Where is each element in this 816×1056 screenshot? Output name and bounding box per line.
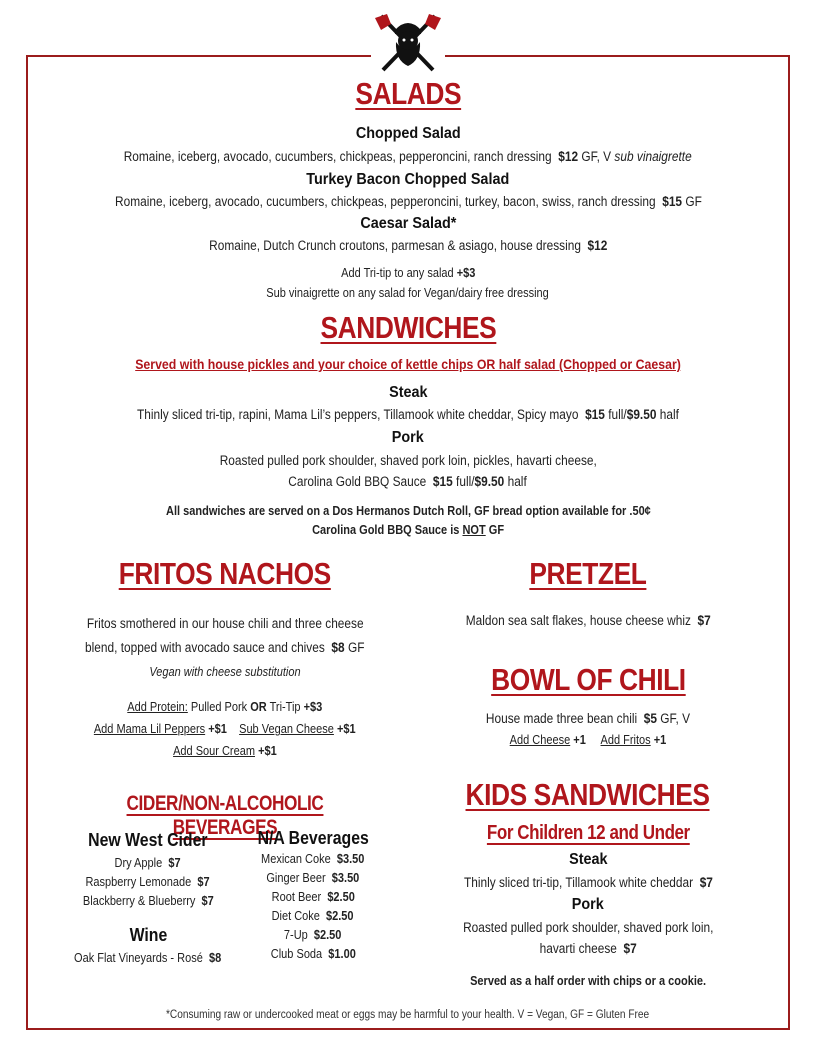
chopped-salad-desc-row — [26, 149, 790, 164]
peppers-price: +$1 — [208, 722, 228, 736]
logo — [371, 12, 445, 74]
chopped-salad-desc-text: Romaine, iceberg, avocado, cucumbers, chickpeas, pepperoncini, ranch dressing — [124, 149, 552, 164]
na-item-name: Ginger Beer — [266, 871, 326, 885]
sandwiches-title: SANDWICHES — [320, 310, 496, 345]
lumberjack-axes-icon — [371, 12, 445, 74]
protein-or: OR — [250, 700, 267, 714]
chili-add-cheese: Add Cheese — [509, 733, 571, 747]
sandwich-note-line1: All sandwiches are served on a Dos Hermanos Dutch Roll, GF bread option available for .50¢ — [165, 504, 651, 518]
steak-sandwich-desc — [137, 407, 679, 422]
pork-desc-row-2 — [26, 474, 790, 489]
turkey-salad-name-row — [26, 171, 790, 189]
nachos-vegan: Vegan with cheese substitution — [149, 665, 301, 679]
bbq-note-a: Carolina Gold BBQ Sauce is — [312, 523, 460, 537]
kids-note: Served as a half order with chips or a cookie. — [470, 974, 706, 988]
nachos-peppers-row — [50, 721, 400, 736]
chopped-salad-desc — [124, 149, 692, 164]
caesar-salad-name: Caesar Salad* — [359, 215, 457, 232]
turkey-salad-desc-row — [26, 194, 790, 209]
kids-title: KIDS SANDWICHES — [466, 777, 710, 812]
wine-item-price: $8 — [209, 951, 222, 965]
pork-full-label: full/ — [456, 474, 476, 489]
kids-pork-name-row — [418, 896, 758, 914]
add-peppers-label: Add Mama Lil Peppers — [94, 722, 206, 736]
turkey-salad-desc — [115, 194, 702, 209]
na-item — [238, 908, 388, 927]
pork-sandwich-name: Pork — [391, 429, 425, 446]
na-item-price: $2.50 — [326, 909, 354, 923]
kids-note-row — [418, 973, 758, 988]
nachos-title: FRITOS NACHOS — [118, 556, 332, 591]
chili-cheese-price: +1 — [573, 733, 586, 747]
pork-desc-line2-text: Carolina Gold BBQ Sauce — [288, 474, 427, 489]
nachos-section — [50, 556, 400, 592]
vegan-price: +$1 — [337, 722, 356, 736]
cider-item-price: $7 — [197, 875, 211, 889]
kids-subtitle-row — [418, 822, 758, 845]
chili-section — [418, 662, 758, 698]
chili-title: BOWL OF CHILI — [490, 662, 686, 697]
wine-list — [58, 950, 238, 969]
chili-addons-row — [418, 732, 758, 747]
nachos-price: $8 — [331, 640, 345, 655]
pork-name-row — [26, 429, 790, 447]
nachos-desc-row-1 — [50, 616, 400, 631]
sandwich-note-row-1 — [26, 503, 790, 518]
pretzel-price: $7 — [697, 613, 711, 628]
na-item-price: $3.50 — [331, 871, 360, 885]
cider-heading: New West Cider — [88, 830, 208, 850]
na-column — [238, 828, 388, 965]
pretzel-desc-row — [418, 613, 758, 628]
salad-addon-row — [26, 265, 790, 280]
pork-desc-line2 — [289, 474, 527, 489]
kids-section — [418, 777, 758, 813]
na-item-name: Root Beer — [271, 890, 321, 904]
na-item — [238, 927, 388, 946]
na-item-price: $2.50 — [327, 890, 355, 904]
sub-vegan-label: Sub Vegan Cheese — [239, 722, 335, 736]
na-item-name: Mexican Coke — [261, 852, 332, 866]
nachos-desc-line2-text: blend, topped with avocado sauce and chives — [85, 640, 326, 655]
kids-steak-name: Steak — [568, 851, 608, 868]
cider-item-name: Dry Apple — [114, 856, 163, 870]
kids-pork-desc-text: havarti cheese — [539, 941, 617, 956]
na-item — [238, 851, 388, 870]
add-sour-label: Add Sour Cream — [173, 744, 256, 758]
pork-desc-row-1 — [26, 453, 790, 468]
na-item — [238, 946, 388, 965]
footnote: *Consuming raw or undercooked meat or eggs may be harmful to your health. V = Vegan, GF = Gluten Free — [166, 1009, 650, 1021]
sandwich-note-row-2 — [26, 522, 790, 537]
pretzel-title: PRETZEL — [529, 556, 647, 591]
nachos-sour-row — [50, 743, 400, 758]
steak-desc-text: Thinly sliced tri-tip, rapini, Mama Lil’s peppers, Tillamook white cheddar, Spicy mayo — [137, 407, 579, 422]
salad-addon — [341, 266, 475, 280]
caesar-salad-price: $12 — [587, 238, 608, 253]
bbq-note-c: GF — [488, 523, 504, 537]
sandwiches-title-row — [26, 310, 790, 346]
cider-list — [58, 855, 238, 912]
salads-title: SALADS — [355, 76, 461, 111]
chili-desc — [486, 711, 690, 726]
chopped-salad-tags: GF, V — [581, 149, 612, 164]
kids-steak-desc — [464, 875, 713, 890]
kids-subtitle: For Children 12 and Under — [486, 822, 690, 844]
kids-pork-name: Pork — [571, 896, 605, 913]
chili-add-fritos: Add Fritos — [600, 733, 651, 747]
chili-fritos-price: +1 — [653, 733, 667, 747]
nachos-peppers — [94, 722, 356, 736]
nachos-desc-row-2 — [50, 640, 400, 655]
cider-item-price: $7 — [168, 856, 182, 870]
steak-name-row — [26, 384, 790, 402]
wine-item — [58, 950, 238, 969]
na-item-price: $3.50 — [337, 852, 365, 866]
salad-addon-text: Add Tri-tip to any salad — [340, 266, 454, 280]
cider-item — [58, 893, 238, 912]
pork-half-price: $9.50 — [475, 474, 505, 489]
na-item-name: Club Soda — [270, 947, 322, 961]
nachos-sour — [173, 744, 277, 758]
chili-desc-row — [418, 711, 758, 726]
na-item — [238, 870, 388, 889]
salad-addon-price: +$3 — [456, 266, 476, 280]
pretzel-desc-text: Maldon sea salt flakes, house cheese whiz — [465, 613, 691, 628]
wine-column — [58, 925, 238, 969]
cider-item-price: $7 — [201, 894, 214, 908]
na-item-name: 7-Up — [284, 928, 309, 942]
nachos-protein-row — [50, 699, 400, 714]
nachos-protein — [127, 700, 322, 714]
nachos-tags: GF — [348, 640, 365, 655]
pork-desc-line1: Roasted pulled pork shoulder, shaved pork loin, pickles, havarti cheese, — [219, 453, 597, 468]
cider-column — [58, 830, 238, 912]
cider-item — [58, 874, 238, 893]
wine-heading: Wine — [129, 925, 167, 945]
cider-item — [58, 855, 238, 874]
na-item — [238, 889, 388, 908]
beverages-title: CIDER/NON-ALCOHOLIC BEVERAGES — [126, 792, 324, 839]
chopped-salad-note: sub vinaigrette — [614, 149, 692, 164]
sandwich-note-line2 — [312, 523, 504, 537]
na-item-name: Diet Coke — [272, 909, 321, 923]
na-list — [238, 851, 388, 965]
steak-full-label: full/ — [608, 407, 627, 422]
sandwiches-subtitle-row — [26, 356, 790, 372]
nachos-desc-line1: Fritos smothered in our house chili and three cheese — [86, 616, 364, 631]
turkey-salad-desc-text: Romaine, iceberg, avocado, cucumbers, chickpeas, pepperoncini, turkey, bacon, swiss, ranch dressing — [114, 194, 656, 209]
kids-pork-desc-row-2 — [418, 941, 758, 956]
wine-item-name: Oak Flat Vineyards - Rosé — [74, 951, 204, 965]
turkey-salad-price: $15 — [661, 194, 682, 209]
caesar-salad-desc-row — [26, 238, 790, 253]
cider-item-name: Raspberry Lemonade — [85, 875, 192, 889]
add-protein-label: Add Protein: — [127, 700, 189, 714]
sour-price: +$1 — [258, 744, 277, 758]
pretzel-desc — [465, 613, 710, 628]
na-item-price: $1.00 — [327, 947, 356, 961]
chopped-salad-name: Chopped Salad — [355, 125, 461, 142]
salads-section — [26, 76, 790, 112]
nachos-vegan-row — [50, 664, 400, 679]
na-heading: N/A Beverages — [257, 828, 369, 848]
kids-steak-price: $7 — [699, 875, 713, 890]
kids-pork-desc-line2 — [539, 941, 636, 956]
caesar-salad-desc-text: Romaine, Dutch Crunch croutons, parmesan & asiago, house dressing — [208, 238, 581, 253]
kids-steak-desc-text: Thinly sliced tri-tip, Tillamook white cheddar — [463, 875, 693, 890]
steak-full-price: $15 — [585, 407, 605, 422]
pork-half-label: half — [508, 474, 528, 489]
chopped-salad-price: $12 — [558, 149, 579, 164]
chopped-salad-name-row — [26, 125, 790, 143]
kids-pork-desc-row-1 — [418, 920, 758, 935]
pretzel-section — [418, 556, 758, 592]
caesar-salad-desc — [209, 238, 607, 253]
chili-desc-text: House made three bean chili — [485, 711, 638, 726]
chili-tags: GF, V — [660, 711, 691, 726]
footnote-row — [26, 1006, 790, 1021]
protein-price: +$3 — [303, 700, 323, 714]
kids-steak-desc-row — [418, 875, 758, 890]
turkey-salad-name: Turkey Bacon Chopped Salad — [306, 171, 510, 188]
steak-desc-row — [26, 407, 790, 422]
turkey-salad-tags: GF — [684, 194, 702, 209]
salad-sub-note-row — [26, 285, 790, 300]
steak-half-price: $9.50 — [626, 407, 657, 422]
caesar-salad-name-row — [26, 215, 790, 233]
chili-addons — [510, 733, 667, 747]
protein-pork: Pulled Pork — [191, 700, 248, 714]
cider-item-name: Blackberry & Blueberry — [82, 894, 196, 908]
steak-half-label: half — [659, 407, 679, 422]
chili-price: $5 — [643, 711, 658, 726]
steak-sandwich-name: Steak — [388, 384, 428, 401]
pork-full-price: $15 — [433, 474, 454, 489]
protein-tritip: Tri-Tip — [269, 700, 301, 714]
kids-steak-name-row — [418, 851, 758, 869]
nachos-desc-line2 — [85, 640, 364, 655]
salad-sub-note: Sub vinaigrette on any salad for Vegan/dairy free dressing — [266, 286, 550, 300]
na-item-price: $2.50 — [314, 928, 342, 942]
bbq-note-not: NOT — [462, 523, 486, 537]
sandwiches-subtitle: Served with house pickles and your choice of kettle chips OR half salad (Chopped or Caesar) — [135, 356, 681, 372]
kids-pork-desc-line1: Roasted pulled pork shoulder, shaved pork loin, — [462, 920, 714, 935]
kids-pork-price: $7 — [623, 941, 637, 956]
